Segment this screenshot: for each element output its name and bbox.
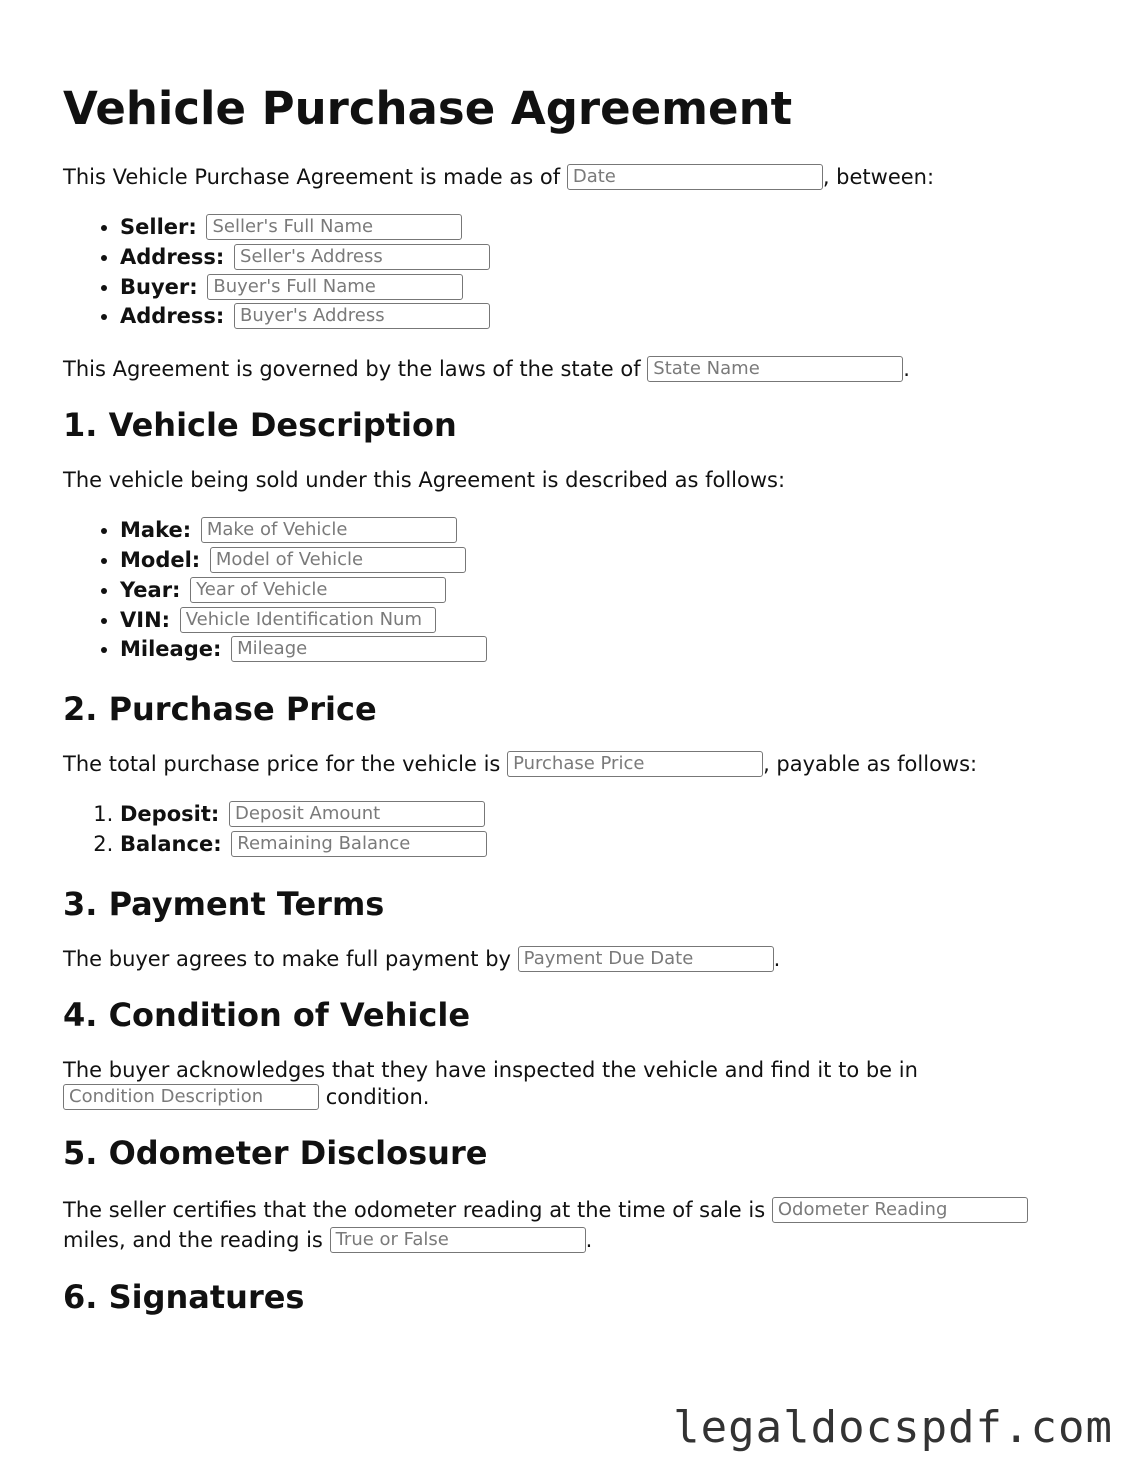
section-heading-signatures: 6. Signatures (63, 1277, 305, 1316)
vehicle-description-text: The vehicle being sold under this Agreement is described as follows: (63, 468, 786, 493)
governing-after: . (903, 357, 910, 382)
list-item (120, 576, 1093, 606)
page-title: Vehicle Purchase Agreement (63, 82, 793, 135)
field-label: Address: (120, 244, 225, 269)
vin-field[interactable]: Vehicle Identification Num (180, 607, 436, 633)
buyer-address-field[interactable]: Buyer's Address (234, 303, 490, 329)
vehicle-details-list (63, 516, 1093, 665)
date-field[interactable]: Date (567, 164, 823, 190)
condition-after: condition. (325, 1084, 430, 1109)
field-label: Balance: (120, 831, 222, 856)
parties-list (63, 213, 1093, 332)
true-false-field[interactable]: True or False (330, 1227, 586, 1253)
seller-name-field[interactable]: Seller's Full Name (206, 214, 462, 240)
field-label: Seller: (120, 215, 197, 239)
intro-paragraph (63, 164, 1093, 191)
list-item (120, 516, 1093, 546)
state-field[interactable]: State Name (647, 356, 903, 382)
section-heading-vehicle-description: 1. Vehicle Description (63, 406, 457, 445)
payment-terms-paragraph (63, 946, 1093, 973)
list-item (120, 302, 1093, 332)
list-item (120, 273, 1093, 303)
mileage-field[interactable]: Mileage (231, 636, 487, 662)
list-item (120, 546, 1093, 576)
deposit-field[interactable]: Deposit Amount (229, 801, 485, 827)
condition-field[interactable]: Condition Description (63, 1084, 319, 1110)
odometer-middle: miles, and the reading is (63, 1227, 323, 1252)
field-label: Model: (120, 547, 201, 572)
section-heading-condition: 4. Condition of Vehicle (63, 995, 471, 1034)
intro-text: This Vehicle Purchase Agreement is made as of (63, 165, 561, 189)
governing-paragraph (63, 356, 1093, 383)
purchase-price-text: The total purchase price for the vehicle is (63, 752, 501, 777)
section-heading-payment-terms: 3. Payment Terms (63, 884, 385, 923)
condition-text: The buyer acknowledges that they have inspected the vehicle and find it to be in (63, 1057, 918, 1082)
field-label: Buyer: (120, 274, 198, 299)
purchase-price-paragraph (63, 751, 1093, 778)
odometer-after: . (585, 1227, 593, 1252)
field-label: Mileage: (120, 637, 222, 662)
odometer-text: The seller certifies that the odometer reading at the time of sale is (63, 1197, 766, 1222)
list-item (120, 830, 1093, 860)
document-page (63, 70, 1093, 1339)
list-item (120, 606, 1093, 636)
payment-terms-after: . (773, 946, 781, 971)
condition-paragraph (63, 1057, 1093, 1111)
governing-text: This Agreement is governed by the laws of the state of (63, 357, 641, 382)
list-item (120, 243, 1093, 273)
year-field[interactable]: Year of Vehicle (190, 577, 446, 603)
field-label: Year: (120, 577, 181, 602)
balance-field[interactable]: Remaining Balance (231, 831, 487, 857)
field-label: Make: (120, 518, 192, 543)
odometer-paragraph (63, 1195, 1093, 1255)
payment-breakdown-list (63, 800, 1093, 860)
payment-due-date-field[interactable]: Payment Due Date (518, 946, 774, 972)
odometer-reading-field[interactable]: Odometer Reading (772, 1197, 1028, 1223)
list-item (120, 800, 1093, 830)
list-item (120, 635, 1093, 665)
make-field[interactable]: Make of Vehicle (201, 517, 457, 543)
field-label: VIN: (120, 607, 171, 632)
intro-after: , between: (822, 165, 935, 189)
seller-address-field[interactable]: Seller's Address (234, 244, 490, 270)
section-heading-purchase-price: 2. Purchase Price (63, 690, 377, 729)
purchase-price-after: , payable as follows: (763, 752, 978, 777)
list-item (120, 213, 1093, 243)
payment-terms-text: The buyer agrees to make full payment by (63, 946, 511, 971)
purchase-price-field[interactable]: Purchase Price (507, 751, 763, 777)
watermark: legaldocspdf.com (673, 1402, 1113, 1453)
field-label: Address: (120, 304, 225, 329)
field-label: Deposit: (120, 802, 220, 827)
section-heading-odometer: 5. Odometer Disclosure (63, 1133, 488, 1172)
buyer-name-field[interactable]: Buyer's Full Name (207, 274, 463, 300)
model-field[interactable]: Model of Vehicle (210, 547, 466, 573)
